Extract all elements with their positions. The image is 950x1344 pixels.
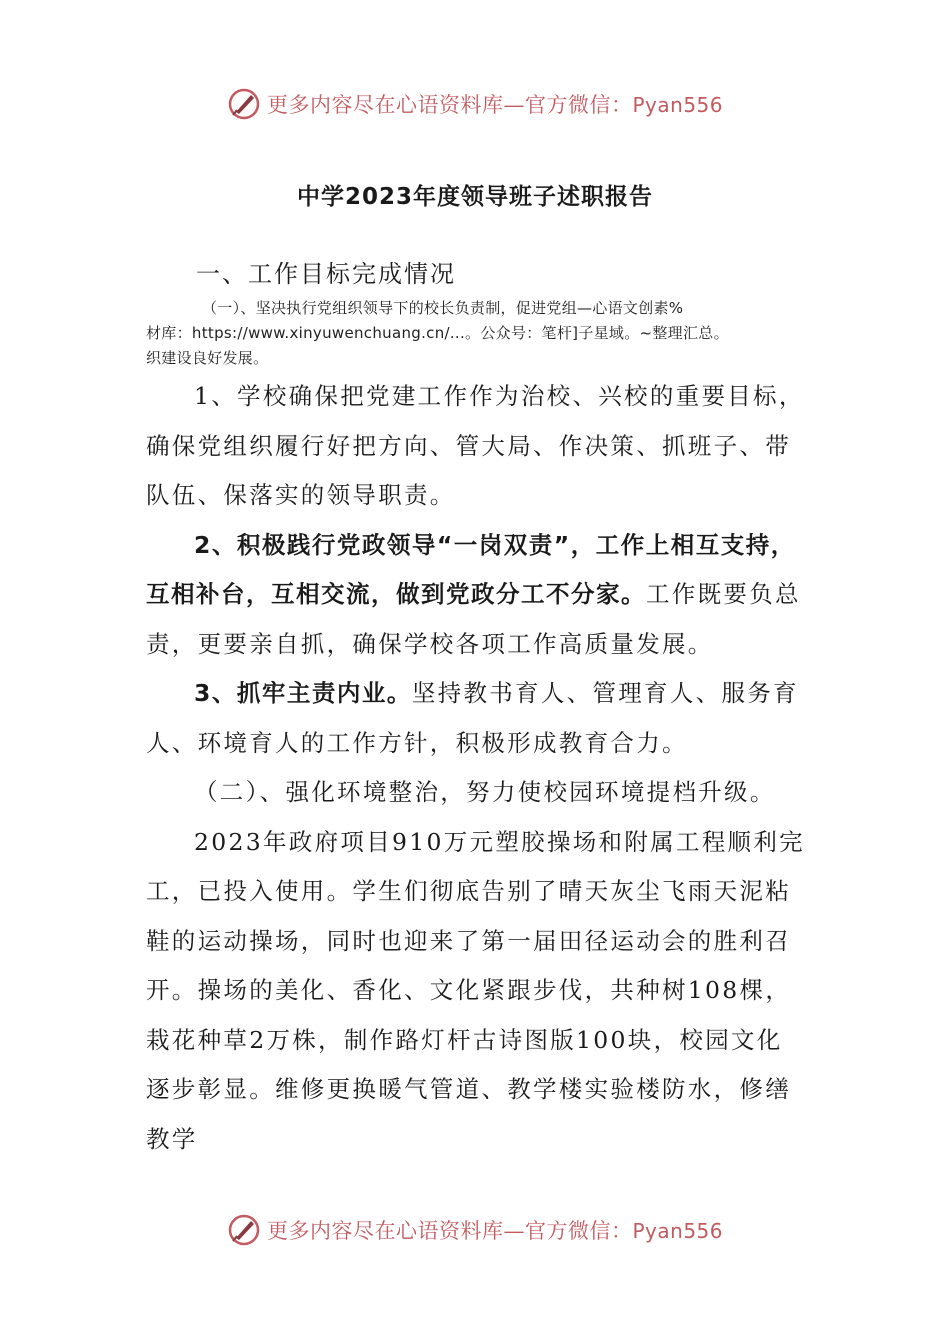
banner-separator: —: [503, 93, 525, 117]
paragraph-environment-text: 2023年政府项目910万元塑胶操场和附属工程顺利完工，已投入使用。学生们彻底告别了晴天灰尘飞雨天泥粘鞋的运动操场，同时也迎来了第一届田径运动会的胜利召开。操场的美化、香化、文化紧跟步伐，共种树108棵，栽花种草2万株，制作路灯杆古诗图版100块，校园文化逐步彰显。维修更换暖气管道、教学楼实验楼防水，修缮教学: [146, 827, 805, 1153]
subsection-2-text: （二）、强化环境整治，努力使校园环境提档升级。: [194, 778, 776, 806]
quill-logo-icon: [227, 87, 261, 121]
footer-banner: [0, 1210, 950, 1250]
item-3: [146, 669, 806, 768]
header-banner: [0, 84, 950, 124]
banner-text: [267, 89, 723, 119]
subsection-1: [146, 296, 806, 371]
document-title: 中学2023年度领导班子述职报告: [296, 184, 653, 210]
banner-separator: —: [503, 1219, 525, 1243]
item-3-bold: 3、抓牢主责内业。: [194, 679, 412, 707]
banner-wechat-id: Pyan556: [632, 1219, 723, 1243]
paragraph-environment: [146, 818, 806, 1165]
item-3-rest: 坚持教书育人、管理育人、服务育人、环境育人的工作方针，积极形成教育合力。: [146, 679, 799, 757]
item-2: [146, 521, 806, 670]
subsection-2: [146, 768, 806, 818]
subsection-1-line1: （一）、坚决执行党组织领导下的校长负责制，促进党组—心语文创素%: [202, 299, 684, 317]
subsection-1-line3: 织建设良好发展。: [146, 349, 269, 367]
item-2-bold: 2、积极践行党政领导“一岗双责”，工作上相互支持，互相补台，互相交流，做到党政分工不分家。: [146, 530, 796, 608]
item-2-rest: 工作既要负总责，更要亲自抓，确保学校各项工作高质量发展。: [146, 580, 801, 658]
body-text: [146, 372, 806, 1164]
banner-wechat-id: Pyan556: [632, 93, 723, 117]
banner-text: [267, 1215, 723, 1245]
banner-main: 更多内容尽在心语资料库: [266, 93, 504, 117]
quill-logo-icon: [227, 1213, 261, 1247]
banner-main: 更多内容尽在心语资料库: [266, 1219, 504, 1243]
banner-official: 官方微信：: [524, 1219, 633, 1243]
item-1-text: 1、学校确保把党建工作作为治校、兴校的重要目标，确保党组织履行好把方向、管大局、作决策、抓班子、带队伍、保落实的领导职责。: [146, 382, 805, 509]
subsection-1-line2: 材库：https://www.xinyuwenchuang.cn/...。公众号：笔杆]子星域。~整理汇总。: [146, 324, 729, 342]
item-1: [146, 372, 806, 521]
banner-official: 官方微信：: [524, 93, 633, 117]
section-heading-1: 一、工作目标完成情况: [196, 260, 456, 288]
